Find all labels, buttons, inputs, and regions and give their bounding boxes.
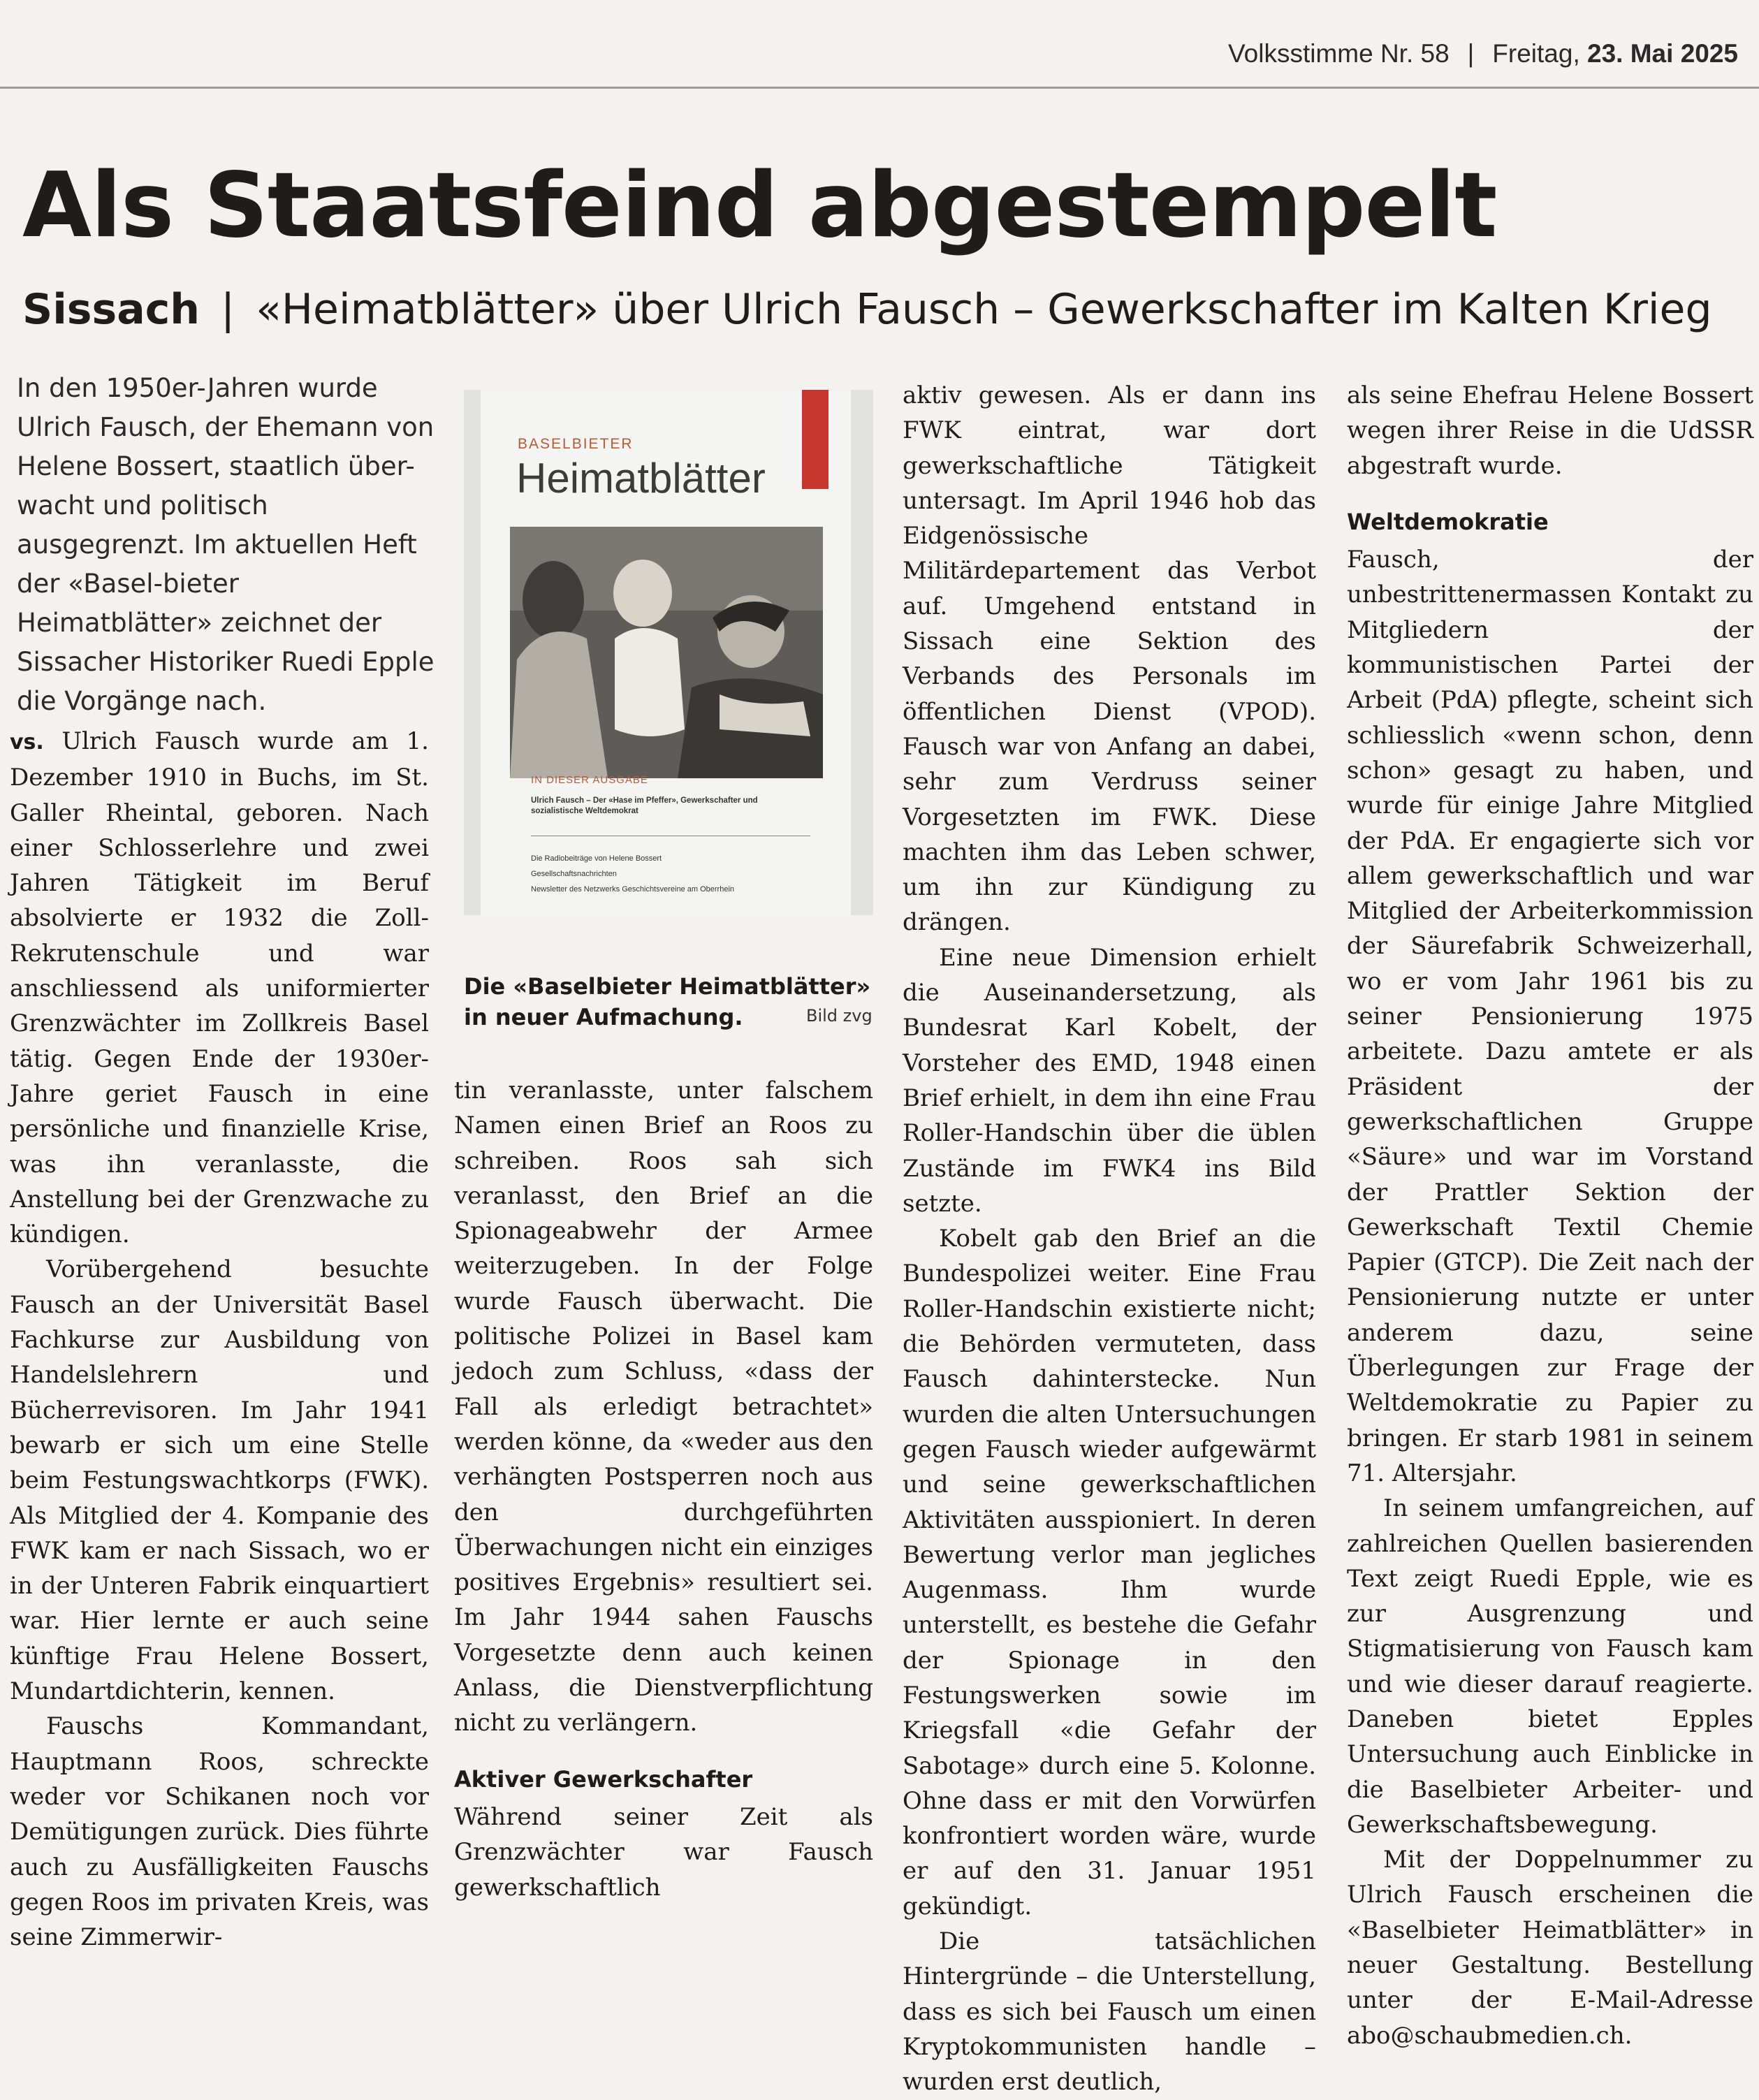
article-subline (22, 285, 1712, 334)
paragraph: Die tatsächlichen Hintergründe – die Unterstellung, dass es sich bei Fausch um einen Kryptokommunisten handle – wurden erst deutlich, (903, 1927, 1316, 2097)
article-headline: Als Staatsfeind abgestempelt (22, 154, 1497, 258)
section-subhead: Weltdemokratie (1347, 508, 1549, 535)
masthead-separator: | (1467, 39, 1475, 68)
section-subhead: Aktiver Gewerkschafter (454, 1765, 753, 1793)
masthead-weekday: Freitag, (1492, 39, 1580, 68)
newspaper-issue: Volksstimme Nr. 58 (1228, 39, 1450, 68)
paragraph: Während seiner Zeit als Grenzwächter war Fausch gewerkschaftlich (454, 1802, 873, 1902)
article-column-4 (1347, 378, 1753, 2053)
image-credit: Bild zvg (806, 1006, 873, 1026)
top-divider (0, 87, 1759, 89)
cover-photo (510, 527, 823, 778)
subline-separator: | (220, 285, 235, 334)
paragraph: Fauschs Kommandant, Hauptmann Roos, schreckte weder vor Schikanen noch vor Demütigungen zurück. Dies führte auch zu Ausfälligkeiten Fauschs gegen Roos im privaten Kreis, was seine Zimmerwir- (10, 1712, 429, 1952)
article-column-2 (454, 1073, 873, 1905)
paragraph: Mit der Doppelnummer zu Ulrich Fausch erscheinen die «Baselbieter Heimatblätter» in neuer Gestaltung. Bestellung unter der E-Mail-Adresse abo@schaubmedien.ch. (1347, 1846, 1753, 2050)
paragraph: tin veranlasste, unter falschem Namen einen Brief an Roos zu schreiben. Roos sah sich veranlasst, den Brief an die Spionageabwehr der Armee weiterzugeben. In der Folge wurde Fausch überwacht. Die politische Polizei in Basel kam jedoch zum Schluss, «dass der Fall als erledigt betrachtet» werden könne, da «weder aus den verhängten Postsperren noch aus den durchgeführten Überwachungen nicht ein einziges positives Ergebnis» resultiert sei. Im Jahr 1944 sahen Fauschs Vorgesetzte denn auch keinen Anlass, die Dienstverpflichtung nicht zu verlängern. (454, 1077, 873, 1737)
cover-inside-list (531, 851, 824, 897)
dateline-place: Sissach (22, 285, 200, 334)
paragraph: Vorübergehend besuchte Fausch an der Universität Basel Fachkurse zur Ausbildung von Handelslehrern und Bücherrevisoren. Im Jahr 1941 bewarb er sich um eine Stelle beim Festungswachtkorps (FWK). Als Mitglied der 4. Kompanie des FWK kam er nach Sissach, wo er in der Unteren Fabrik einquartiert war. Hier lernte er auch seine künftige Frau Helene Bossert, Mundartdichterin, kennen. (10, 1255, 429, 1706)
author-byline: vs. (10, 730, 44, 754)
cover-issue-tab (802, 390, 829, 489)
masthead (0, 39, 1738, 68)
paragraph: Kobelt gab den Brief an die Bundespolizei weiter. Eine Frau Roller-Handschin existierte nicht; die Behörden vermuteten, dass Fausch dahinterstecke. Nun wurden die alten Untersuchungen gegen Fausch wieder aufgewärmt und seine gewerkschaftlichen Aktivitäten ausspioniert. In deren Bewertung verlor man jegliches Augenmass. Ihm wurde unterstellt, es bestehe die Gefahr der Spionage in den Festungswerken sowie im Kriegsfall «die Gefahr der Sabotage» durch eine 5. Kolonne. Ohne dass er mit den Vorwürfen konfrontiert worden wäre, wurde er auf den 31. Januar 1951 gekündigt. (903, 1225, 1316, 1920)
paragraph: Fausch, der unbestrittenermassen Kontakt zu Mitgliedern der kommunistischen Partei der Arbeit (PdA) pflegte, scheint sich schliesslich «wenn schon, denn schon» gesagt zu haben, und wurde für einige Jahre Mitglied der PdA. Er engagierte sich vor allem gewerkschaftlich und war Mitglied der Arbeiterkommission der Säurefabrik Schweizerhall, wo er vom Jahr 1961 bis zu seiner Pensionierung 1975 arbeitete. Dazu amtete er als Präsident der gewerkschaftlichen Gruppe «Säure» und war im Vorstand der Prattler Sektion der Gewerkschaft Textil Chemie Papier (GTCP). Die Zeit nach der Pensionierung nutzte er unter anderem dazu, seine Überlegungen zur Frage der Weltdemokratie zu Papier zu bringen. Er starb 1981 in seinem 71. Altersjahr. (1347, 546, 1753, 1487)
article-column-1 (10, 724, 429, 1955)
paragraph: als seine Ehefrau Helene Bossert wegen ihrer Reise in die UdSSR abgestraft wurde. (1347, 381, 1753, 480)
paragraph: aktiv gewesen. Als er dann ins FWK eintrat, war dort gewerkschaftliche Tätigkeit untersagt. Im April 1946 hob das Eidgenössische Militärdepartement das Verbot auf. Umgehend entstand in Sissach eine Sektion des Verbands des Personals im öffentlichen Dienst (VPOD). Fausch war von Anfang an dabei, sehr zum Verdruss seiner Vorgesetzten im FWK. Diese machten ihm das Leben schwer, um ihn zur Kündigung zu drängen. (903, 381, 1316, 937)
magazine-cover (481, 390, 851, 915)
cover-inside-item: Newsletter des Netzwerks Geschichtsvereine am Oberrhein (531, 885, 735, 894)
paragraph: Eine neue Dimension erhielt die Auseinandersetzung, als Bundesrat Karl Kobelt, der Vorsteher des EMD, 1948 einen Brief erhielt, in dem ihn eine Frau Roller-Handschin über die üblen Zustände im FWK4 ins Bild setzte. (903, 943, 1316, 1218)
cover-title: Heimatblätter (516, 455, 766, 502)
paragraph: Ulrich Fausch wurde am 1. Dezember 1910 in Buchs, im St. Galler Rheintal, geboren. Nach einer Schlosserlehre und zwei Jahren Tätigkeit im Beruf absolvierte er 1932 die Zoll-Rekrutenschule und war anschliessend als uniformierter Grenzwächter im Zollkreis Basel tätig. Gegen Ende der 1930er-Jahre geriet Fausch in eine persönliche und finanzielle Krise, was ihn veranlasste, die Anstellung bei der Grenzwache zu kündigen. (10, 727, 429, 1249)
cover-series: BASELBIETER (518, 436, 634, 452)
article-lead: In den 1950er-Jahren wurde Ulrich Fausch, der Ehemann von Helene Bossert, staatlich über-wacht und politisch ausgegrenzt. Im aktuellen Heft der «Basel-bieter Heimatblätter» zeichnet der Sissacher Historiker Ruedi Epple die Vorgänge nach. (17, 373, 435, 716)
cover-inside-main: Ulrich Fausch – Der «Hase im Pfeffer», Gewerkschafter und sozialistische Weltdemokrat (531, 796, 758, 815)
cover-inside-label: IN DIESER AUSGABE (531, 774, 648, 786)
masthead-date: 23. Mai 2025 (1587, 39, 1738, 68)
image-caption: Die «Baselbieter Heimatblätter» in neuer Aufmachung. (464, 973, 871, 1030)
cover-inside-item: Die Radiobeiträge von Helene Bossert (531, 854, 662, 863)
cover-image (464, 390, 873, 915)
cover-inside-item: Gesellschaftsnachrichten (531, 870, 617, 878)
article-subtitle: «Heimatblätter» über Ulrich Fausch – Gewerkschafter im Kalten Krieg (256, 285, 1712, 334)
article-column-3 (903, 378, 1316, 2100)
paragraph: In seinem umfangreichen, auf zahlreichen Quellen basierenden Text zeigt Ruedi Epple, wie es zur Ausgrenzung und Stigmatisierung von Fausch kam und wie dieser darauf reagierte. Daneben bietet Epples Untersuchung auch Einblicke in die Baselbieter Arbeiter- und Gewerkschaftsbewegung. (1347, 1494, 1753, 1839)
